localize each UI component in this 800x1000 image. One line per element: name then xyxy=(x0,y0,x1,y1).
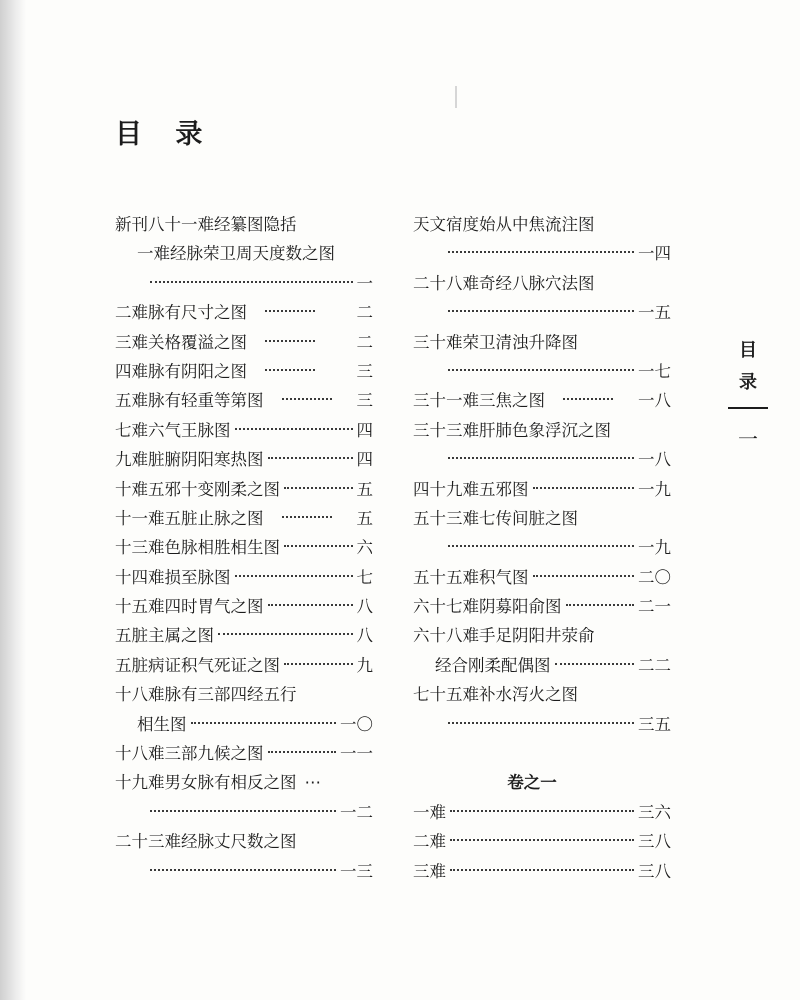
toc-entry xyxy=(115,563,373,592)
toc-entry-title: 七十五难补水泻火之图 xyxy=(413,685,578,705)
dot-leader xyxy=(448,457,634,459)
toc-column-left xyxy=(115,210,373,886)
toc-page-number: 二 xyxy=(356,332,373,352)
toc-entry xyxy=(115,592,373,621)
dot-leader xyxy=(150,869,336,871)
toc-page-number: 五 xyxy=(356,479,373,499)
bleed-through-mark xyxy=(455,86,457,108)
folio-number: 一 xyxy=(738,427,758,451)
toc-entry-title: 三十三难肝肺色象浮沉之图 xyxy=(413,420,611,440)
toc-entry xyxy=(115,328,373,357)
toc-page-number: 四 xyxy=(356,450,373,470)
toc-entry xyxy=(115,710,373,739)
dot-leader xyxy=(265,369,315,371)
toc-entry-title: 三十难荣卫清浊升降图 xyxy=(413,332,578,352)
dot-leader xyxy=(533,487,635,489)
toc-entry-title: 五脏主属之图 xyxy=(115,626,214,646)
toc-entry-title: 五十三难七传间脏之图 xyxy=(413,508,578,528)
toc-trailing-leader: ⋯ xyxy=(304,773,323,793)
dot-leader xyxy=(282,516,332,518)
running-head-rule xyxy=(728,407,768,409)
toc-continuation-line xyxy=(413,239,671,268)
toc-entry-title: 四十九难五邪图 xyxy=(413,479,529,499)
toc-spacer xyxy=(413,739,671,768)
toc-section-heading xyxy=(413,768,671,797)
toc-entry-title: 二十三难经脉丈尺数之图 xyxy=(115,832,297,852)
toc-page-number: 三八 xyxy=(638,861,671,881)
dot-leader xyxy=(265,340,315,342)
toc-entry-title: 十八难三部九候之图 xyxy=(115,744,264,764)
toc-entry xyxy=(413,592,671,621)
dot-leader xyxy=(268,751,337,753)
dot-leader xyxy=(448,310,634,312)
dot-leader xyxy=(282,398,332,400)
toc-entry-title: 六十七难阴募阳俞图 xyxy=(413,597,562,617)
toc-page-number: 八 xyxy=(356,597,373,617)
toc-entry-title: 六十八难手足阴阳井荥俞 xyxy=(413,626,595,646)
toc-page-number: 三五 xyxy=(638,714,671,734)
section-heading-text: 卷之一 xyxy=(507,773,557,793)
toc-page-number: 一五 xyxy=(638,303,671,323)
toc-entry xyxy=(413,680,671,709)
dot-leader xyxy=(150,281,353,283)
toc-page-number: 四 xyxy=(356,420,373,440)
toc-entry-title: 相生图 xyxy=(137,714,187,734)
dot-leader xyxy=(563,398,613,400)
toc-entry-title: 九难脏腑阴阳寒热图 xyxy=(115,450,264,470)
toc-page-number: 二一 xyxy=(638,597,671,617)
toc-entry xyxy=(115,827,373,856)
toc-entry xyxy=(115,533,373,562)
toc-entry xyxy=(413,504,671,533)
toc-entry xyxy=(115,239,373,268)
toc-entry-title: 三难 xyxy=(413,861,446,881)
toc-entry xyxy=(115,357,373,386)
toc-entry-title: 十一难五脏止脉之图 xyxy=(115,508,264,528)
toc-entry-title: 五脏病证积气死证之图 xyxy=(115,655,280,675)
toc-continuation-line xyxy=(413,357,671,386)
dot-leader xyxy=(284,545,353,547)
toc-entry xyxy=(413,621,671,650)
toc-entry xyxy=(115,416,373,445)
toc-entry-title: 十三难色脉相胜相生图 xyxy=(115,538,280,558)
toc-page-number: 三 xyxy=(356,361,373,381)
toc-entry xyxy=(413,269,671,298)
toc-column-right xyxy=(413,210,671,886)
toc-entry xyxy=(413,210,671,239)
toc-entry-title: 天文宿度始从中焦流注图 xyxy=(413,215,595,234)
toc-page-number: 七 xyxy=(356,567,373,587)
page-title: 目 录 xyxy=(115,119,215,150)
dot-leader xyxy=(448,545,634,547)
toc-page-number: 三六 xyxy=(638,802,671,822)
toc-continuation-line xyxy=(413,710,671,739)
toc-entry xyxy=(115,386,373,415)
dot-leader xyxy=(448,369,634,371)
toc-page-number: 一八 xyxy=(638,450,671,470)
toc-page-number: 一七 xyxy=(638,361,671,381)
dot-leader xyxy=(284,487,353,489)
toc-page-number: 五 xyxy=(356,508,373,528)
toc-entry xyxy=(413,857,671,886)
dot-leader xyxy=(448,251,634,253)
toc-entry-title: 十八难脉有三部四经五行 xyxy=(115,685,297,705)
toc-entry-title: 十五难四时胃气之图 xyxy=(115,597,264,617)
toc-entry xyxy=(115,621,373,650)
toc-entry xyxy=(413,475,671,504)
toc-entry xyxy=(413,798,671,827)
dot-leader xyxy=(268,604,353,606)
toc-entry xyxy=(413,827,671,856)
toc-continuation-line xyxy=(413,298,671,327)
toc-entry-title: 七难六气王脉图 xyxy=(115,420,231,440)
dot-leader xyxy=(448,722,634,724)
toc-entry xyxy=(115,651,373,680)
toc-page-number: 一二 xyxy=(340,802,373,822)
toc-page-number: 二〇 xyxy=(638,567,671,587)
toc-entry xyxy=(413,651,671,680)
toc-entry xyxy=(115,680,373,709)
toc-entry-title: 十四难损至脉图 xyxy=(115,567,231,587)
toc-entry xyxy=(115,739,373,768)
toc-entry xyxy=(115,298,373,327)
toc-entry-title: 三难关格覆溢之图 xyxy=(115,332,247,352)
toc-page-number: 一〇 xyxy=(340,714,373,734)
toc-page-number: 一四 xyxy=(638,244,671,264)
toc-page-number: 一九 xyxy=(638,479,671,499)
toc-entry-title: 二难脉有尺寸之图 xyxy=(115,303,247,323)
dot-leader xyxy=(566,604,635,606)
running-head xyxy=(728,335,768,455)
dot-leader xyxy=(284,663,353,665)
toc-page-number: 一三 xyxy=(340,861,373,881)
dot-leader xyxy=(235,428,353,430)
toc-page-number: 一九 xyxy=(638,538,671,558)
toc-entry-title: 十难五邪十变刚柔之图 xyxy=(115,479,280,499)
toc-entry xyxy=(413,328,671,357)
dot-leader xyxy=(533,575,635,577)
dot-leader xyxy=(191,722,337,724)
toc-page-number: 一 xyxy=(356,273,373,293)
dot-leader xyxy=(235,575,353,577)
toc-entry xyxy=(413,416,671,445)
toc-continuation-line xyxy=(413,445,671,474)
toc-entry-title: 十九难男女脉有相反之图 xyxy=(115,773,297,793)
toc-entry xyxy=(115,445,373,474)
toc-continuation-line xyxy=(413,533,671,562)
toc-entry-title: 四难脉有阴阳之图 xyxy=(115,361,247,381)
book-gutter-shadow xyxy=(0,0,26,1000)
toc-entry-title: 二十八难奇经八脉穴法图 xyxy=(413,273,595,293)
toc-entry xyxy=(413,386,671,415)
toc-entry-title: 经合刚柔配偶图 xyxy=(435,655,551,675)
toc-page-number: 三八 xyxy=(638,832,671,852)
running-head-char-2: 录 xyxy=(739,372,757,393)
toc-entry-title: 一难经脉荣卫周天度数之图 xyxy=(137,244,335,264)
toc-page-number: 二 xyxy=(356,303,373,323)
toc-entry xyxy=(115,504,373,533)
dot-leader xyxy=(268,457,353,459)
dot-leader xyxy=(555,663,635,665)
toc-entry-title: 二难 xyxy=(413,832,446,852)
toc-entry xyxy=(115,475,373,504)
toc-page-number: 一八 xyxy=(638,391,671,411)
toc-page-number: 六 xyxy=(356,538,373,558)
toc-entry xyxy=(115,768,373,797)
dot-leader xyxy=(265,310,315,312)
toc-entry xyxy=(413,563,671,592)
running-head-char-1: 目 xyxy=(739,340,757,361)
toc-entry-title: 三十一难三焦之图 xyxy=(413,391,545,411)
dot-leader xyxy=(450,810,634,812)
dot-leader xyxy=(450,869,634,871)
toc-entry xyxy=(115,210,373,239)
toc-continuation-line xyxy=(115,857,373,886)
dot-leader xyxy=(150,810,336,812)
toc-page-number: 一一 xyxy=(340,744,373,764)
toc-entry-title: 新刊八十一难经纂图隐括 xyxy=(115,215,297,234)
toc-page-number: 九 xyxy=(356,655,373,675)
toc-continuation-line xyxy=(115,269,373,298)
toc-page-number: 三 xyxy=(356,391,373,411)
dot-leader xyxy=(218,633,353,635)
toc-entry-title: 五十五难积气图 xyxy=(413,567,529,587)
toc-entry-title: 一难 xyxy=(413,802,446,822)
dot-leader xyxy=(450,839,634,841)
toc-entry-title: 五难脉有轻重等第图 xyxy=(115,391,264,411)
toc-page-number: 八 xyxy=(356,626,373,646)
toc-continuation-line xyxy=(115,798,373,827)
toc-page-number: 二二 xyxy=(638,655,671,675)
